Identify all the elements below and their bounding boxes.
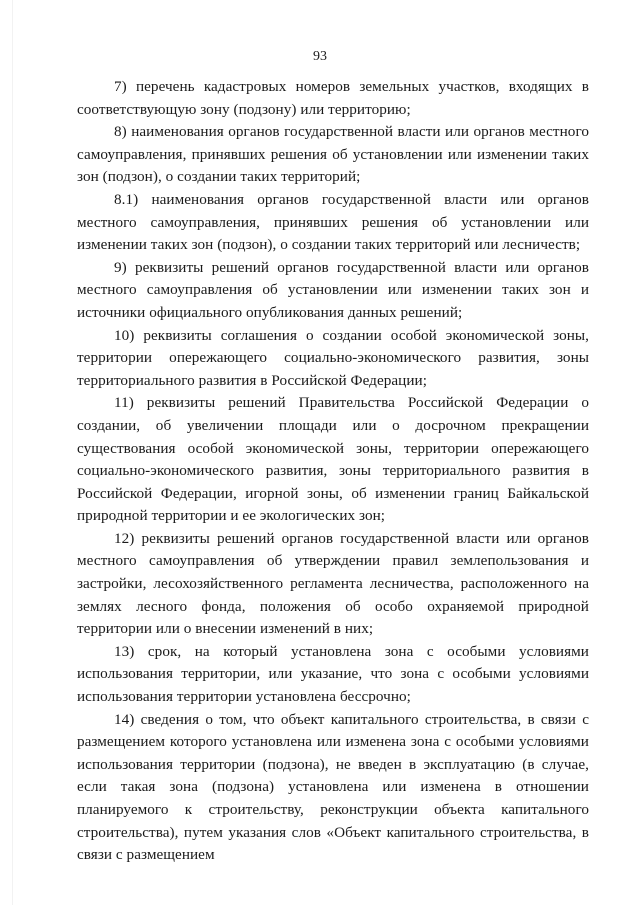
paragraph-item-13: 13) срок, на который установлена зона с особыми условиями использования территории, или указание, что зона с особыми условиями использования территории установлена бессрочно; bbox=[77, 642, 589, 706]
paragraph-item-10: 10) реквизиты соглашения о создании особой экономической зоны, территории опережающего социально-экономического развития, зоны территориального развития в Российской Федерации; bbox=[77, 326, 589, 389]
scan-edge-line bbox=[12, 0, 13, 905]
paragraph-item-8-1: 8.1) наименования органов государственной власти или органов местного самоуправления, принявших решения об установлении или изменении таких зон (подзон), о создании таких территорий или лесничеств; bbox=[77, 190, 589, 254]
page-number: 93 bbox=[313, 49, 327, 64]
paragraph-item-7: 7) перечень кадастровых номеров земельных участков, входящих в соответствующую зону (подзону) или территорию; bbox=[77, 78, 589, 118]
paragraph-item-9: 9) реквизиты решений органов государственной власти или органов местного самоуправления об установлении или изменении таких зон и источники официального опубликования данных решений; bbox=[77, 258, 589, 321]
paragraph-item-12: 12) реквизиты решений органов государственной власти или органов местного самоуправления об утверждении правил землепользования и застройки, лесохозяйственного регламента лесничества, расположенного на землях лесного фонда, положения об особо охраняемой природной территории или о внесении изменений в них; bbox=[77, 529, 589, 638]
document-body bbox=[77, 76, 589, 867]
paragraph-item-11: 11) реквизиты решений Правительства Российской Федерации о создании, об увеличении площади или о досрочном прекращении существования особой экономической зоны, территории опережающего социально-экономического развития, зоны территориального развития в Российской Федерации, игорной зоны, об изменении границ Байкальской природной территории и ее экологических зон; bbox=[77, 394, 589, 525]
paragraph-item-14: 14) сведения о том, что объект капитального строительства, в связи с размещением которого установлена или изменена зона с особыми условиями использования территории (подзона), не введен в эксплуатацию (в случае, если такая зона (подзона) установлена или изменена в отношении планируемого к строительству, реконструкции объекта капитального строительства), путем указания слов «Объект капитального строительства, в связи с размещением bbox=[77, 710, 589, 864]
paragraph-item-8: 8) наименования органов государственной власти или органов местного самоуправления, принявших решения об установлении или изменении таких зон (подзон), о создании таких территорий; bbox=[77, 123, 589, 186]
